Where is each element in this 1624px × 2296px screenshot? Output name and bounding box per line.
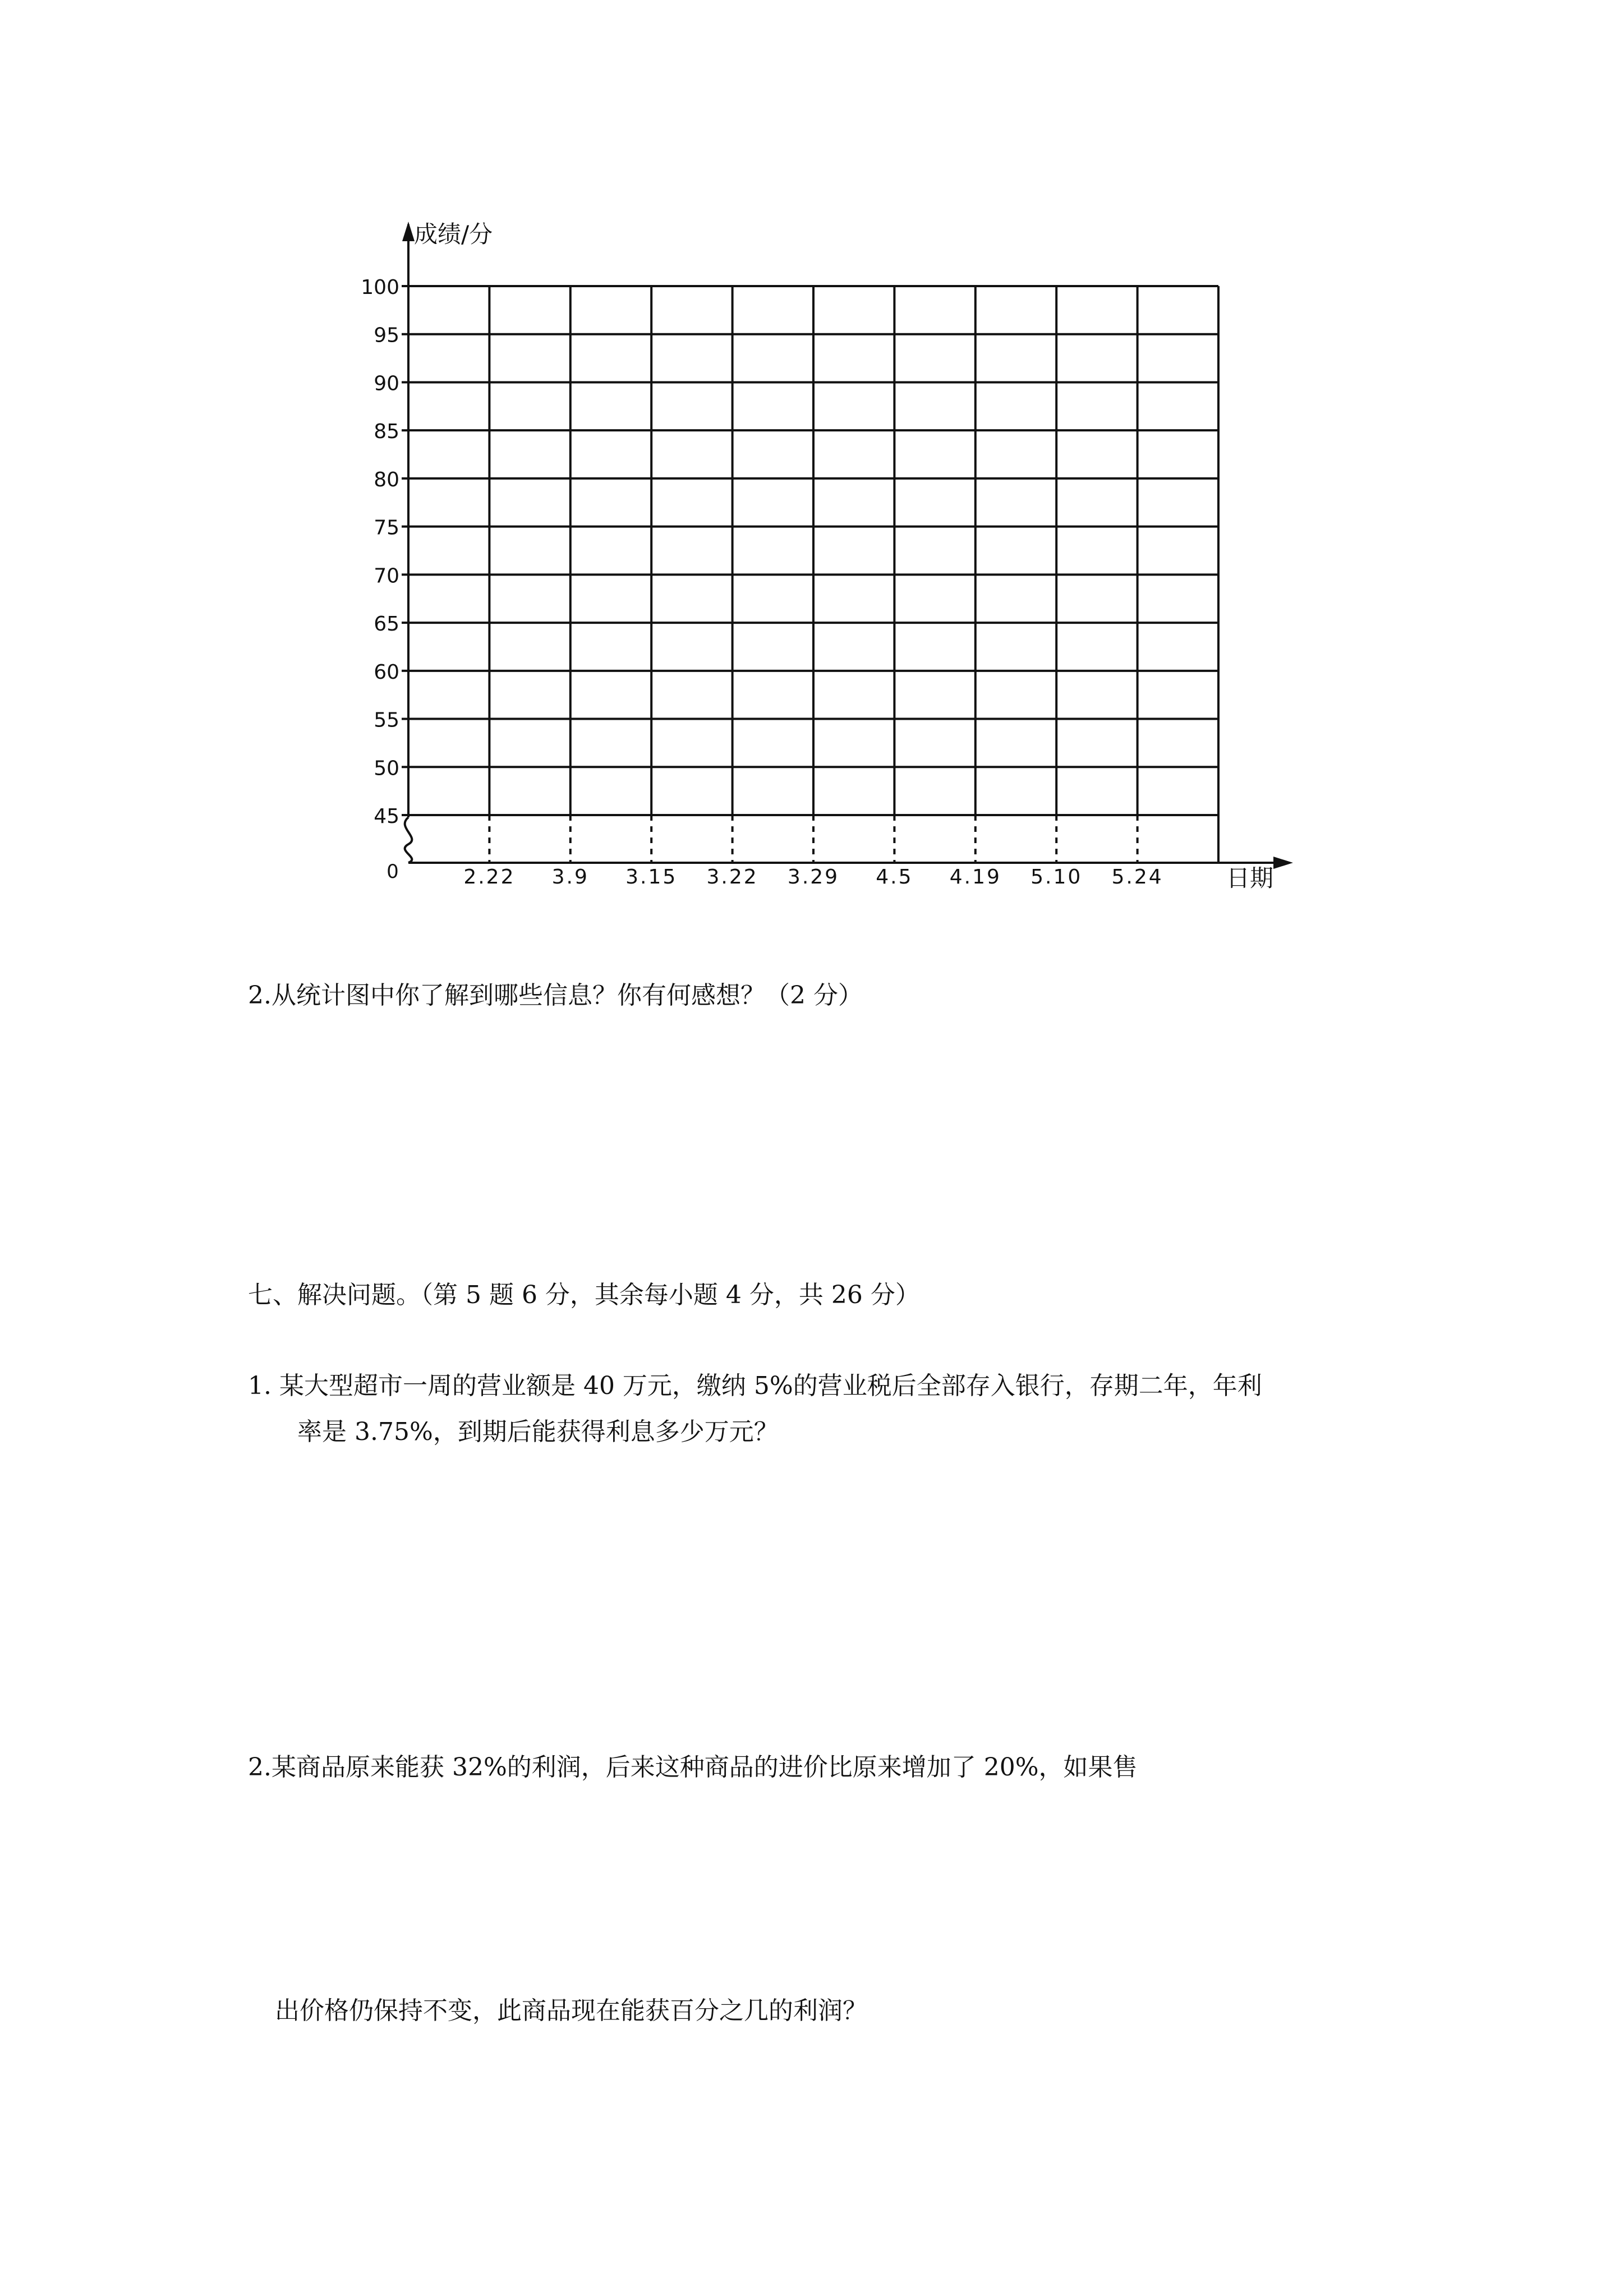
x-tick-label: 4.5 [876,866,913,889]
y-tick-label: 45 [374,805,399,828]
x-tick-label: 3.22 [706,866,758,889]
y-tick-label: 95 [374,324,399,347]
chart-axes [402,222,1293,869]
origin-label: 0 [387,861,399,883]
y-tick-label: 90 [374,372,399,395]
x-axis-arrow-icon [1273,857,1293,869]
y-tick-label: 85 [374,420,399,444]
x-axis-label: 日期 [1226,864,1274,892]
y-tick-label: 65 [374,613,399,636]
chart-grid [408,286,1218,863]
x-tick-label: 3.15 [625,866,678,889]
section-7-heading: 七、解决问题。（第 5 题 6 分，其余每小题 4 分，共 26 分） [248,1281,920,1309]
x-tick-label: 5.10 [1030,866,1083,889]
y-axis-break-icon [405,817,412,863]
x-tick-label: 2.22 [463,866,516,889]
y-tick-label: 50 [374,757,399,780]
x-tick-label: 3.9 [551,866,589,889]
question-2-text: 2.从统计图中你了解到哪些信息？你有何感想？（2 分） [248,981,863,1010]
problem-2-line-1: 2.某商品原来能获 32%的利润，后来这种商品的进价比原来增加了 20%，如果售 [248,1753,1138,1782]
score-line-chart-grid [0,0,1624,909]
x-tick-label: 4.19 [949,866,1001,889]
y-tick-label: 100 [361,276,399,299]
y-tick-label: 70 [374,564,399,588]
problem-1-line-1: 1. 某大型超市一周的营业额是 40 万元，缴纳 5%的营业税后全部存入银行，存期二年，年利 [248,1372,1262,1400]
y-tick-label: 60 [374,660,399,684]
y-axis-arrow-icon [402,222,415,241]
x-tick-label: 3.29 [787,866,840,889]
x-tick-label: 5.24 [1111,866,1163,889]
problem-2-line-2: 出价格仍保持不变，此商品现在能获百分之几的利润？ [275,1996,867,2025]
y-tick-label: 75 [374,516,399,540]
y-axis-label: 成绩/分 [414,220,493,248]
y-tick-label: 80 [374,468,399,491]
y-tick-label: 55 [374,708,399,732]
problem-1-line-2: 率是 3.75%，到期后能获得利息多少万元？ [297,1418,779,1446]
x-tick-labels [463,866,1163,889]
y-tick-labels [361,276,399,828]
